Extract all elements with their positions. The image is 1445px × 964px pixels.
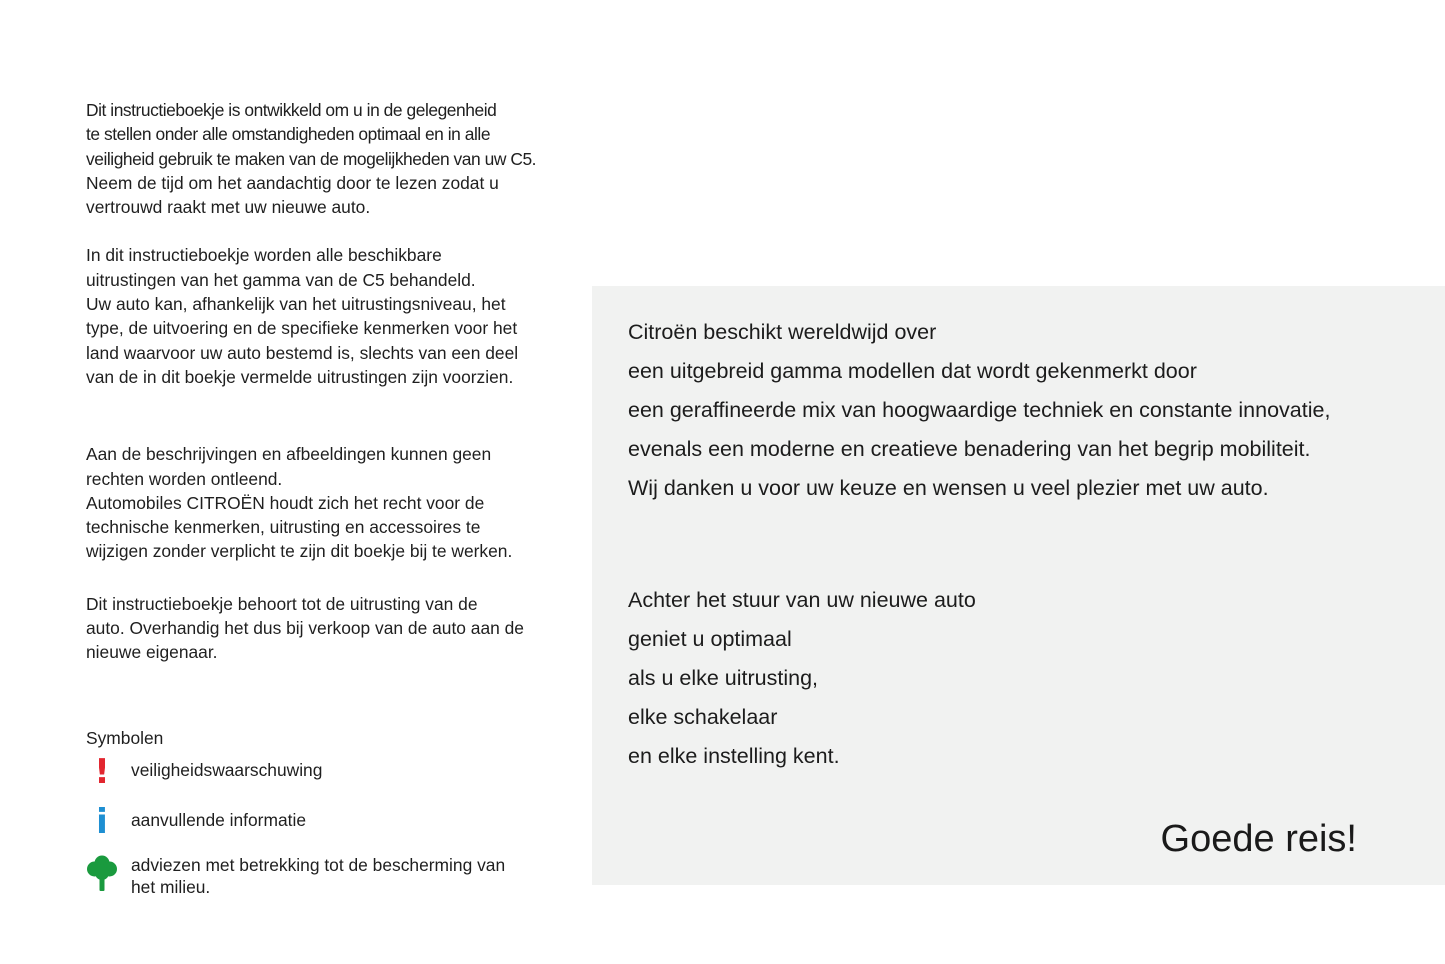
symbol-legend-info bbox=[86, 801, 566, 854]
text-line: uitrustingen van het gamma van de C5 behandeld. bbox=[86, 269, 476, 290]
text-line: nieuwe eigenaar. bbox=[86, 642, 218, 663]
text-line: Neem de tijd om het aandachtig door te lezen zodat u bbox=[86, 172, 499, 193]
symbol-legend-environment bbox=[86, 854, 566, 898]
text-line: Wij danken u voor uw keuze en wensen u veel plezier met uw auto. bbox=[628, 476, 1269, 500]
symbols-heading: Symbolen bbox=[86, 727, 164, 748]
intro-paragraph-2 bbox=[86, 243, 566, 389]
symbol-legend-warning bbox=[86, 751, 566, 809]
text-line: auto. Overhandig het dus bij verkoop van de auto aan de bbox=[86, 618, 524, 639]
disclaimer-paragraph bbox=[86, 442, 566, 563]
text-line: te stellen onder alle omstandigheden optimaal en in alle bbox=[86, 124, 491, 145]
text-line: elke schakelaar bbox=[628, 705, 778, 729]
text-line: Automobiles CITROËN houdt zich het recht voor de bbox=[86, 492, 485, 513]
text-line: land waarvoor uw auto bestemd is, slechts van een deel bbox=[86, 342, 519, 363]
text-line: wijzigen zonder verplicht te zijn dit boekje bij te werken. bbox=[86, 541, 513, 562]
text-line: en elke instelling kent. bbox=[628, 744, 840, 768]
text-line: als u elke uitrusting, bbox=[628, 666, 819, 690]
text-line: Achter het stuur van uw nieuwe auto bbox=[628, 588, 976, 612]
symbol-label: het milieu. bbox=[131, 876, 211, 897]
text-line: Dit instructieboekje behoort tot de uitrusting van de bbox=[86, 593, 478, 614]
symbol-label: aanvullende informatie bbox=[131, 809, 306, 830]
symbol-label: adviezen met betrekking tot de bescherming van bbox=[131, 854, 506, 875]
welcome-text bbox=[628, 313, 1330, 508]
text-line: In dit instructieboekje worden alle beschikbare bbox=[86, 245, 442, 266]
tree-icon bbox=[86, 854, 118, 892]
text-line: Aan de beschrijvingen en afbeeldingen kunnen geen bbox=[86, 444, 492, 465]
info-icon: i bbox=[96, 801, 108, 842]
text-line: van de in dit boekje vermelde uitrustingen zijn voorzien. bbox=[86, 366, 514, 387]
text-line: vertrouwd raakt met uw nieuwe auto. bbox=[86, 197, 371, 218]
closing-greeting: Goede reis! bbox=[1160, 818, 1357, 860]
text-line: Dit instructieboekje is ontwikkeld om u in de gelegenheid bbox=[86, 100, 497, 120]
text-line: veiligheid gebruik te maken van de mogelijkheden van uw C5. bbox=[86, 148, 537, 169]
text-line: een geraffineerde mix van hoogwaardige techniek en constante innovatie, bbox=[628, 398, 1331, 422]
text-line: technische kenmerken, uitrusting en accessoires te bbox=[86, 517, 481, 538]
text-line: Citroën beschikt wereldwijd over bbox=[628, 320, 937, 344]
text-line: evenals een moderne en creatieve benadering van het begrip mobiliteit. bbox=[628, 437, 1311, 461]
ownership-paragraph bbox=[86, 592, 566, 665]
driving-text bbox=[628, 581, 976, 776]
welcome-panel bbox=[592, 286, 1445, 885]
intro-paragraph-1 bbox=[86, 98, 566, 219]
text-line: type, de uitvoering en de specifieke kenmerken voor het bbox=[86, 318, 518, 339]
text-line: rechten worden ontleend. bbox=[86, 468, 283, 489]
symbol-label: veiligheidswaarschuwing bbox=[131, 759, 323, 780]
text-line: een uitgebreid gamma modellen dat wordt gekenmerkt door bbox=[628, 359, 1197, 383]
warning-icon: ! bbox=[94, 751, 110, 792]
text-line: Uw auto kan, afhankelijk van het uitrustingsniveau, het bbox=[86, 294, 506, 315]
intro-column bbox=[86, 98, 566, 898]
text-line: geniet u optimaal bbox=[628, 627, 792, 651]
